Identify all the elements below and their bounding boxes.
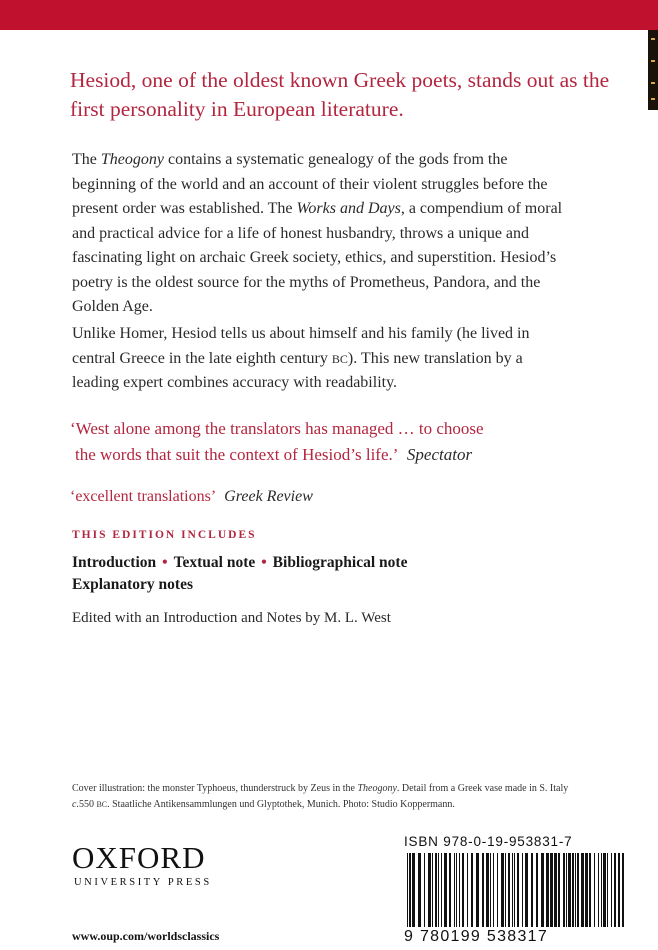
quote2-source: Greek Review — [224, 488, 313, 505]
isbn-label: ISBN 978-0-19-953831-7 — [404, 834, 573, 849]
title-theogony: Theogony — [100, 151, 164, 168]
publisher-logo-subtitle: UNIVERSITY PRESS — [74, 877, 212, 888]
barcode-bar — [432, 853, 433, 927]
barcode-bar — [554, 853, 557, 927]
barcode-bar — [497, 853, 498, 927]
top-color-band — [0, 0, 658, 30]
barcode-bar — [493, 853, 494, 927]
credit-title: Theogony — [357, 783, 397, 794]
quote1-line2: the words that suit the context of Hesiod’s life.’ — [75, 445, 399, 464]
include-item: Explanatory notes — [72, 576, 193, 593]
barcode-bar — [459, 853, 460, 927]
quote2-text: ‘excellent translations’ — [70, 488, 217, 505]
barcode-bar — [471, 853, 473, 927]
barcode-bar — [546, 853, 549, 927]
barcode-bar — [462, 853, 464, 927]
barcode-bar — [418, 853, 421, 927]
desc1-text-3: , a compendium of moral and practical advice for a life of honest husbandry, throws a unique and fascinating light on archaic Greek society, ethics, and superstition. Hesiod’s poetry is the oldest source for the myths of Prometheus, Pandora, and the Golden Age. — [72, 200, 563, 315]
barcode-bar — [409, 853, 411, 927]
barcode-bar — [467, 853, 468, 927]
barcode-bar — [558, 853, 560, 927]
include-item: Introduction — [72, 554, 157, 571]
barcode-bar — [476, 853, 479, 927]
review-quote-greek-review — [70, 485, 313, 509]
quote1-line1: ‘West alone among the translators has managed … to choose — [70, 419, 484, 438]
desc1-text-2: contains a systematic genealogy of the gods from the beginning of the world and an account of their violent struggles before the present order was established. The — [72, 151, 548, 217]
barcode-bar — [536, 853, 538, 927]
desc2-text-2: ). This new translation by a leading expert combines accuracy with readability. — [72, 349, 523, 391]
barcode-bar — [603, 853, 606, 927]
barcode-bar — [435, 853, 437, 927]
credit-text-1: Cover illustration: the monster Typhoeus, thunderstruck by Zeus in the — [72, 783, 358, 794]
lead-statement: Hesiod, one of the oldest known Greek poets, stands out as the first personality in European literature. — [70, 68, 610, 121]
edition-includes-heading: THIS EDITION INCLUDES — [72, 529, 257, 541]
barcode-bar — [482, 853, 484, 927]
barcode-bar — [490, 853, 491, 927]
quote1-source: Spectator — [406, 445, 473, 464]
barcode-bar — [514, 853, 515, 927]
barcode-bar — [441, 853, 442, 927]
barcode-bar — [501, 853, 504, 927]
barcode-bar — [449, 853, 451, 927]
review-quote-spectator — [70, 416, 590, 468]
barcode-bar — [517, 853, 519, 927]
barcode-bar — [508, 853, 510, 927]
barcode-bar — [607, 853, 608, 927]
editor-credit: Edited with an Introduction and Notes by M. L. West — [72, 610, 391, 626]
cover-illustration-credit — [72, 781, 592, 813]
bullet-separator: • — [261, 554, 267, 571]
barcode-bar — [585, 853, 588, 927]
barcode-bar — [541, 853, 544, 927]
title-works-and-days: Works and Days — [296, 200, 401, 217]
barcode — [407, 853, 627, 927]
barcode-digits: 9 780199 538317 — [404, 928, 549, 945]
desc2-text-1: Unlike Homer, Hesiod tells us about himself and his family (he lived in central Greece in the late eighth century — [72, 325, 530, 367]
credit-bc: BC — [96, 800, 108, 809]
barcode-bar — [577, 853, 579, 927]
edition-includes-list — [72, 552, 512, 596]
barcode-bar — [611, 853, 612, 927]
barcode-bar — [505, 853, 506, 927]
barcode-bar — [581, 853, 584, 927]
barcode-bar — [412, 853, 415, 927]
barcode-bar — [522, 853, 523, 927]
barcode-bar — [566, 853, 567, 927]
include-item: Bibliographical note — [272, 554, 408, 571]
publisher-url[interactable]: www.oup.com/worldsclassics — [72, 929, 220, 943]
barcode-bar — [568, 853, 571, 927]
barcode-bar — [598, 853, 599, 927]
barcode-bar — [550, 853, 553, 927]
barcode-bar — [428, 853, 431, 927]
barcode-bar — [525, 853, 528, 927]
barcode-bar — [438, 853, 439, 927]
barcode-bar — [454, 853, 455, 927]
barcode-bar — [614, 853, 616, 927]
barcode-bar — [512, 853, 513, 927]
barcode-bar — [486, 853, 489, 927]
include-item: Textual note — [173, 554, 256, 571]
publisher-logo-oxford: OXFORD — [72, 840, 206, 875]
barcode-bar — [424, 853, 425, 927]
barcode-bar — [407, 853, 408, 927]
description-paragraph-1 — [72, 148, 572, 320]
desc1-text-1: The — [72, 151, 101, 168]
barcode-bar — [589, 853, 591, 927]
barcode-bar — [601, 853, 602, 927]
bc-abbrev: BC — [331, 351, 348, 366]
barcode-bar — [594, 853, 595, 927]
barcode-bar — [531, 853, 533, 927]
credit-circa: c. — [72, 799, 79, 810]
credit-text-2: . Detail from a Greek vase made in S. Italy — [396, 783, 569, 794]
credit-text-4: . Staatliche Antikensammlungen und Glyptothek, Munich. Photo: Studio Koppermann. — [107, 799, 455, 810]
credit-text-3: 550 — [78, 799, 97, 810]
bullet-separator: • — [162, 554, 168, 571]
barcode-bar — [575, 853, 576, 927]
barcode-bar — [563, 853, 565, 927]
barcode-bar — [444, 853, 447, 927]
barcode-bar — [622, 853, 624, 927]
description-paragraph-2 — [72, 322, 572, 396]
cover-art-edge — [648, 30, 658, 110]
barcode-bar — [456, 853, 457, 927]
barcode-bar — [572, 853, 574, 927]
barcode-bar — [618, 853, 620, 927]
